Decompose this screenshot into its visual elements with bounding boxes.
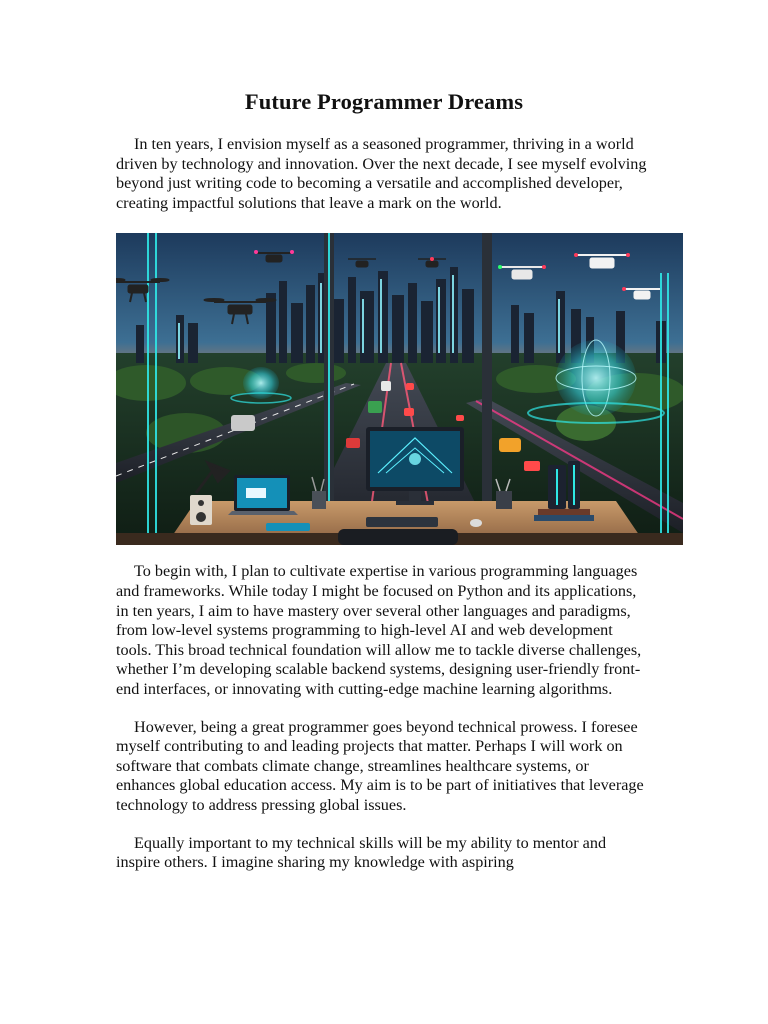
paragraph-intro: In ten years, I envision myself as a seasoned programmer, thriving in a world driven by technology and innovation. Over the next decade, I see myself evolving beyond just writing code to becoming a versatile and accomplished developer, creating impactful solutions that leave a mark on the world. bbox=[116, 135, 647, 212]
paragraph-impact: However, being a great programmer goes beyond technical prowess. I foresee myself contributing to and leading projects that matter. Perhaps I will work on software that combats climate change, streamlines healthcare systems, or enhances global education access. My aim is to be part of initiatives that leverage technology to address pressing global issues. bbox=[116, 717, 644, 814]
tablet-device bbox=[266, 523, 310, 531]
book-stack bbox=[534, 509, 594, 521]
keyboard bbox=[366, 517, 438, 527]
server-tower bbox=[548, 461, 580, 509]
mouse bbox=[470, 519, 482, 527]
document-title: Future Programmer Dreams bbox=[244, 89, 524, 114]
speaker-icon bbox=[190, 495, 212, 525]
document-page bbox=[116, 88, 652, 873]
laptop-icon bbox=[228, 475, 298, 515]
paragraph-mentoring: Equally important to my technical skills will be my ability to mentor and inspire others. I imagine sharing my knowledge with aspiring bbox=[116, 833, 607, 872]
chair-back bbox=[338, 529, 458, 545]
paragraph-languages: To begin with, I plan to cultivate expertise in various programming languages and frameworks. While today I might be focused on Python and its applications, in ten years, I aim to have mastery over several other languages and paradigms, from low-level systems programming to high-level AI and web development tools. This broad technical foundation will allow me to tackle diverse challenges, whether I’m developing scalable backend systems, designing user-friendly front-end interfaces, or innovating with cutting-edge machine learning algorithms. bbox=[116, 562, 642, 698]
futuristic-workspace-illustration bbox=[116, 233, 683, 545]
